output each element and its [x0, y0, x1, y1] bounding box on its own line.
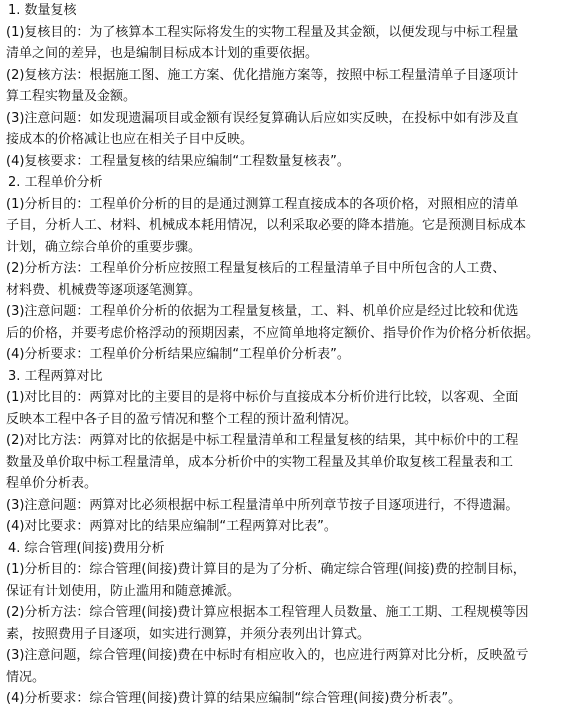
- paragraph-line: 数量及单价取中标工程量清单，成本分析价中的实物工程量及其单价取复核工程量表和工: [6, 454, 514, 470]
- paragraph: [6, 602, 579, 645]
- paragraph-line: 算工程实物量及金额。: [6, 89, 137, 104]
- paragraph: [6, 194, 579, 259]
- paragraph-line: 子目，分析人工、材料、机械成本耗用情况，以利采取必要的降本措施。它是预测目标成本: [6, 218, 527, 233]
- paragraph-line: 素，按照费用子目逐项，如实进行测算，并须分表列出计算式。: [6, 626, 371, 642]
- paragraph-line: 保证有计划使用，防止滥用和随意摊派。: [6, 583, 241, 599]
- paragraph-line: (3)注意问题：两算对比必须根据中标工程量清单中所列章节按子目逐项进行，不得遗漏。: [6, 497, 519, 513]
- paragraph-line: (2)分析方法：综合管理(间接)费计算应根据本工程管理人员数量、施工工期、工程规模等因: [6, 605, 529, 620]
- paragraph-line: (1)对比目的：两算对比的主要目的是将中标价与直接成本分析价进行比较，以客观、全面: [6, 390, 519, 405]
- paragraph: [6, 387, 579, 430]
- paragraph: [6, 22, 579, 65]
- paragraph-line: (4)对比要求：两算对比的结果应编制“工程两算对比表”。: [6, 519, 337, 534]
- paragraph-line: (1)分析目的：工程单价分析的目的是通过测算工程直接成本的各项价格，对照相应的清单: [6, 196, 519, 212]
- paragraph: [6, 258, 579, 301]
- section-heading: 4. 综合管理(间接)费用分析: [8, 540, 165, 556]
- paragraph: [6, 516, 579, 538]
- paragraph-line: (1)复核目的：为了核算本工程实际将发生的实物工程量及其金额，以便发现与中标工程量: [6, 24, 519, 40]
- paragraph: [6, 108, 579, 151]
- paragraph-line: 后的价格，并要考虑价格浮动的预期因素，不应简单地将定额价、指导价作为价格分析依据。: [6, 325, 540, 341]
- paragraph: [6, 430, 579, 495]
- paragraph: [6, 688, 579, 710]
- paragraph-line: 接成本的价格减让也应在相关子目中反映。: [6, 132, 254, 147]
- section-heading: 3. 工程两算对比: [8, 368, 103, 384]
- paragraph: [6, 65, 579, 108]
- paragraph-line: 材料费、机械费等逐项逐笔测算。: [6, 282, 202, 298]
- paragraph: [6, 301, 579, 344]
- section-heading: 2. 工程单价分析: [8, 175, 103, 190]
- paragraph-line: (2)分析方法：工程单价分析应按照工程量复核后的工程量清单子目中所包含的人工费、: [6, 261, 506, 276]
- paragraph-line: 情况。: [6, 669, 46, 685]
- paragraph-line: (4)分析要求：综合管理(间接)费计算的结果应编制“综合管理(间接)费分析表”。: [6, 691, 462, 706]
- paragraph-line: (3)注意问题：如发现遗漏项目或金额有误经复算确认后应如实反映，在投标中如有涉及直: [6, 110, 519, 126]
- paragraph: [6, 495, 579, 517]
- paragraph-line: (3)注意问题，综合管理(间接)费在中标时有相应收入的，也应进行两算对比分析，反映盈亏: [6, 648, 529, 663]
- paragraph-line: (2)复核方法：根据施工图、施工方案、优化措施方案等，按照中标工程量清单子目逐项计: [6, 67, 519, 83]
- paragraph-line: 计划，确立综合单价的重要步骤。: [6, 239, 202, 255]
- paragraph-line: 清单之间的差异，也是编制目标成本计划的重要依据。: [6, 46, 319, 61]
- paragraph-line: (3)注意问题：工程单价分析的依据为工程量复核量，工、料、机单价应是经过比较和优选: [6, 304, 519, 319]
- paragraph-line: (4)分析要求：工程单价分析结果应编制“工程单价分析表”。: [6, 347, 350, 362]
- paragraph-line: (2)对比方法：两算对比的依据是中标工程量清单和工程量复核的结果，其中标价中的工程: [6, 433, 519, 448]
- paragraph-line: 程单价分析表。: [6, 476, 98, 491]
- paragraph-line: (4)复核要求：工程量复核的结果应编制“工程数量复核表”。: [6, 153, 350, 169]
- paragraph: [6, 344, 579, 366]
- section-heading: 1. 数量复核: [8, 3, 77, 18]
- paragraph: [6, 151, 579, 173]
- paragraph-line: 反映本工程中各子目的盈亏情况和整个工程的预计盈利情况。: [6, 411, 358, 427]
- paragraph: [6, 559, 579, 602]
- paragraph-line: (1)分析目的：综合管理(间接)费计算目的是为了分析、确定综合管理(间接)费的控制目标，: [6, 562, 526, 577]
